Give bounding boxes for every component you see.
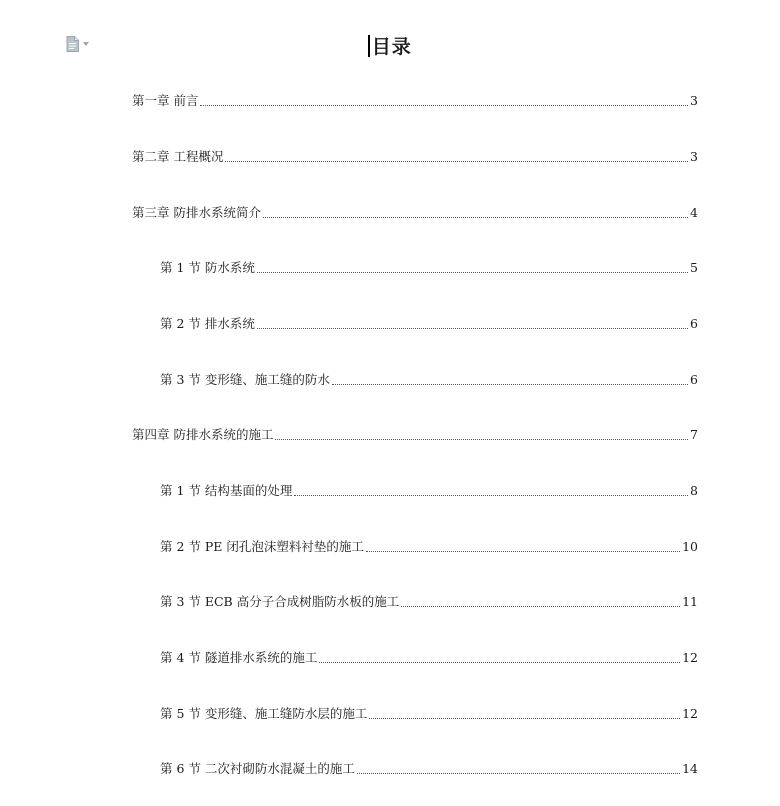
toc-entry-label: 第四章 防排水系统的施工 (132, 427, 274, 442)
toc-dot-leader (257, 272, 688, 273)
toc-entry[interactable] (160, 483, 698, 499)
toc-entry-page: 12 (682, 706, 698, 721)
toc-entry[interactable] (160, 260, 698, 276)
toc-entry-page: 3 (690, 149, 698, 164)
toc-entry-label: 第 3 节 变形缝、施工缝的防水 (160, 372, 330, 387)
toc-entry-page: 12 (682, 650, 698, 665)
toc-entry-label: 第二章 工程概况 (132, 149, 224, 164)
toc-dot-leader (319, 662, 680, 663)
toc-entry-page: 10 (682, 539, 698, 554)
toc-entry-label: 第 4 节 隧道排水系统的施工 (160, 650, 318, 665)
toc-entry[interactable] (132, 205, 698, 221)
toc-dot-leader (275, 439, 688, 440)
toc-dot-leader (294, 495, 688, 496)
toc-entry[interactable] (132, 93, 698, 109)
toc-dot-leader (225, 161, 688, 162)
toc-dot-leader (257, 328, 688, 329)
toc-entry-page: 11 (682, 594, 698, 609)
toc-entry-page: 7 (690, 427, 698, 442)
toc-dot-leader (200, 105, 688, 106)
toc-entry-label: 第 3 节 ECB 高分子合成树脂防水板的施工 (160, 594, 400, 609)
toc-entry-page: 6 (690, 372, 698, 387)
toc-entry[interactable] (160, 316, 698, 332)
toc-entry[interactable] (160, 594, 698, 610)
toc-entry-page: 8 (690, 483, 698, 498)
toc-entry-page: 4 (690, 205, 698, 220)
toc-entry[interactable] (160, 650, 698, 666)
toc-dot-leader (357, 773, 680, 774)
toc-entry[interactable] (132, 149, 698, 165)
toc-dot-leader (369, 718, 680, 719)
toc-entry-page: 3 (690, 93, 698, 108)
toc-entry-label: 第三章 防排水系统简介 (132, 205, 261, 220)
toc-entry-page: 5 (690, 260, 698, 275)
toc-entry-label: 第 2 节 PE 闭孔泡沫塑料衬垫的施工 (160, 539, 364, 554)
toc-dot-leader (263, 217, 688, 218)
toc-entry[interactable] (160, 539, 698, 555)
toc-entry-label: 第 6 节 二次衬砌防水混凝土的施工 (160, 761, 355, 776)
toc-entry[interactable] (160, 706, 698, 722)
toc-entry[interactable] (160, 372, 698, 388)
toc-title-text: 目录 (371, 36, 412, 58)
toc-dot-leader (401, 606, 680, 607)
toc-entry-label: 第 1 节 结构基面的处理 (160, 483, 293, 498)
toc-entry-page: 14 (682, 761, 698, 776)
toc-entry-label: 第一章 前言 (132, 93, 199, 108)
toc-entry[interactable] (160, 761, 698, 777)
toc-entry-label: 第 2 节 排水系统 (160, 316, 255, 331)
toc-entry-label: 第 1 节 防水系统 (160, 260, 255, 275)
toc-dot-leader (332, 384, 688, 385)
toc-entry-label: 第 5 节 变形缝、施工缝防水层的施工 (160, 706, 368, 721)
toc-entry-page: 6 (690, 316, 698, 331)
toc-dot-leader (366, 551, 680, 552)
toc-entry[interactable] (132, 427, 698, 443)
